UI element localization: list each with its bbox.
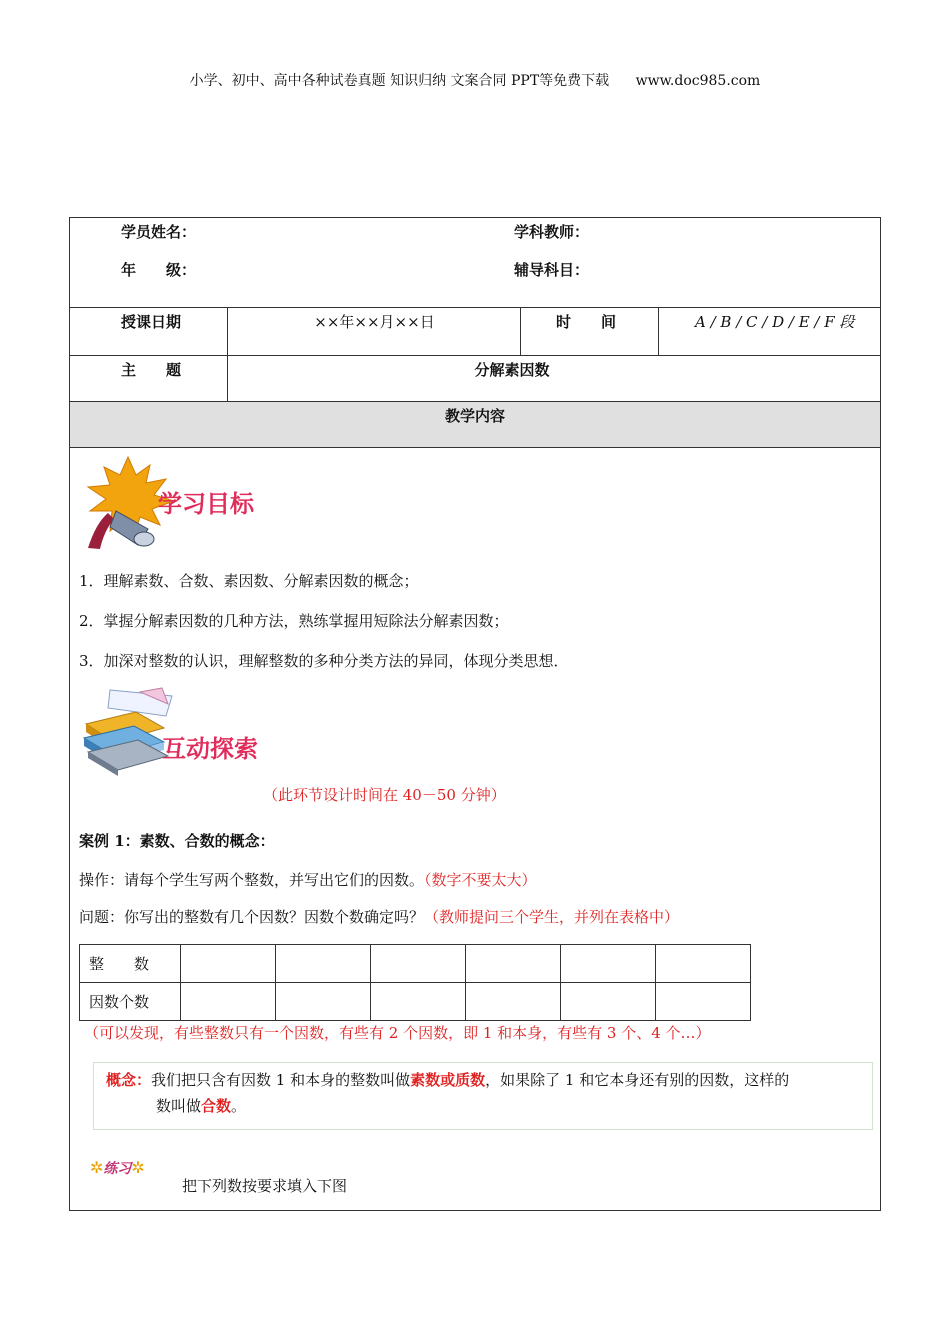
table-cell[interactable] <box>656 983 751 1021</box>
practice-badge-label: 练习 <box>103 1161 132 1177</box>
question-line <box>79 906 679 927</box>
table-cell[interactable] <box>276 983 371 1021</box>
factor-count-row-header: 因数个数 <box>80 983 181 1021</box>
goal-item-1: 1．理解素数、合数、素因数、分解素因数的概念； <box>79 572 419 590</box>
table-cell[interactable] <box>561 945 656 983</box>
time-label: 时 间 <box>556 313 617 331</box>
section-title: 教学内容 <box>444 407 505 425</box>
integer-row-header: 整 数 <box>80 945 181 983</box>
date-label: 授课日期 <box>121 313 182 331</box>
lesson-form <box>69 217 881 1211</box>
table-cell[interactable] <box>371 945 466 983</box>
concept-box <box>93 1062 873 1130</box>
grade-label: 年 级： <box>121 261 197 279</box>
operation-text: 操作：请每个学生写两个整数，并写出它们的因数。 <box>79 871 425 889</box>
page-header <box>0 70 950 90</box>
case-title: 案例 1：素数、合数的概念： <box>79 832 275 850</box>
star-icon: ✲ <box>90 1158 104 1177</box>
date-value: ××年××月××日 <box>314 313 435 331</box>
table-cell[interactable] <box>181 983 276 1021</box>
table-cell[interactable] <box>466 983 561 1021</box>
concept-text-2: ，如果除了 1 和它本身还有别的因数，这样的 <box>485 1071 790 1089</box>
concept-line-1 <box>106 1067 862 1093</box>
table-cell[interactable] <box>656 945 751 983</box>
schedule-row <box>70 308 880 356</box>
section-title-row <box>70 402 880 448</box>
table-cell[interactable] <box>466 945 561 983</box>
practice-badge <box>90 1158 145 1178</box>
teacher-label: 学科教师： <box>514 223 590 241</box>
interactive-explore-banner: 互动探索 <box>162 735 258 763</box>
table-cell[interactable] <box>371 983 466 1021</box>
concept-term-prime: 素数或质数 <box>410 1071 486 1089</box>
learning-goals-banner: 学习目标 <box>158 490 254 518</box>
operation-line <box>79 869 537 890</box>
question-note: （教师提问三个学生，并列在表格中） <box>424 908 680 926</box>
concept-text-4: 。 <box>231 1097 247 1115</box>
topic-label: 主 题 <box>121 361 182 379</box>
operation-note: （数字不要太大） <box>424 871 537 889</box>
star-icon: ✲ <box>131 1158 145 1177</box>
time-label-cell <box>520 308 658 355</box>
topic-value-cell <box>227 356 880 401</box>
info-row <box>70 218 880 308</box>
practice-instruction: 把下列数按要求填入下图 <box>182 1177 348 1195</box>
question-text: 问题：你写出的整数有几个因数？因数个数确定吗？ <box>79 908 425 926</box>
concept-text-3: 数叫做 <box>156 1097 202 1115</box>
concept-term-composite: 合数 <box>201 1097 232 1115</box>
date-label-cell <box>70 308 227 355</box>
table-cell[interactable] <box>276 945 371 983</box>
topic-row <box>70 356 880 402</box>
factor-table <box>79 944 751 1021</box>
concept-line-2 <box>106 1093 862 1119</box>
time-value-cell <box>658 308 880 355</box>
table-cell[interactable] <box>561 983 656 1021</box>
student-name-label: 学员姓名： <box>121 223 197 241</box>
table-row <box>80 983 751 1021</box>
table-row <box>80 945 751 983</box>
topic-label-cell <box>70 356 227 401</box>
header-text: 小学、初中、高中各种试卷真题 知识归纳 文案合同 PPT等免费下载 <box>189 73 610 89</box>
time-note: （此环节设计时间在 40－50 分钟） <box>263 786 506 804</box>
goal-item-3: 3．加深对整数的认识，理解整数的多种分类方法的异同，体现分类思想． <box>79 652 569 670</box>
concept-label: 概念： <box>106 1071 152 1089</box>
header-url[interactable]: www.doc985.com <box>635 73 761 89</box>
finding-note: （可以发现，有些整数只有一个因数，有些有 2 个因数，即 1 和本身，有些有 3 个、4 个…） <box>84 1024 711 1042</box>
time-value: A / B / C / D / E / F 段 <box>695 313 855 331</box>
date-value-cell <box>227 308 520 355</box>
table-cell[interactable] <box>181 945 276 983</box>
goal-item-2: 2．掌握分解素因数的几种方法，熟练掌握用短除法分解素因数； <box>79 612 509 630</box>
topic-value: 分解素因数 <box>474 361 550 379</box>
concept-text-1: 我们把只含有因数 1 和本身的整数叫做 <box>151 1071 411 1089</box>
subject-label: 辅导科目： <box>514 261 590 279</box>
